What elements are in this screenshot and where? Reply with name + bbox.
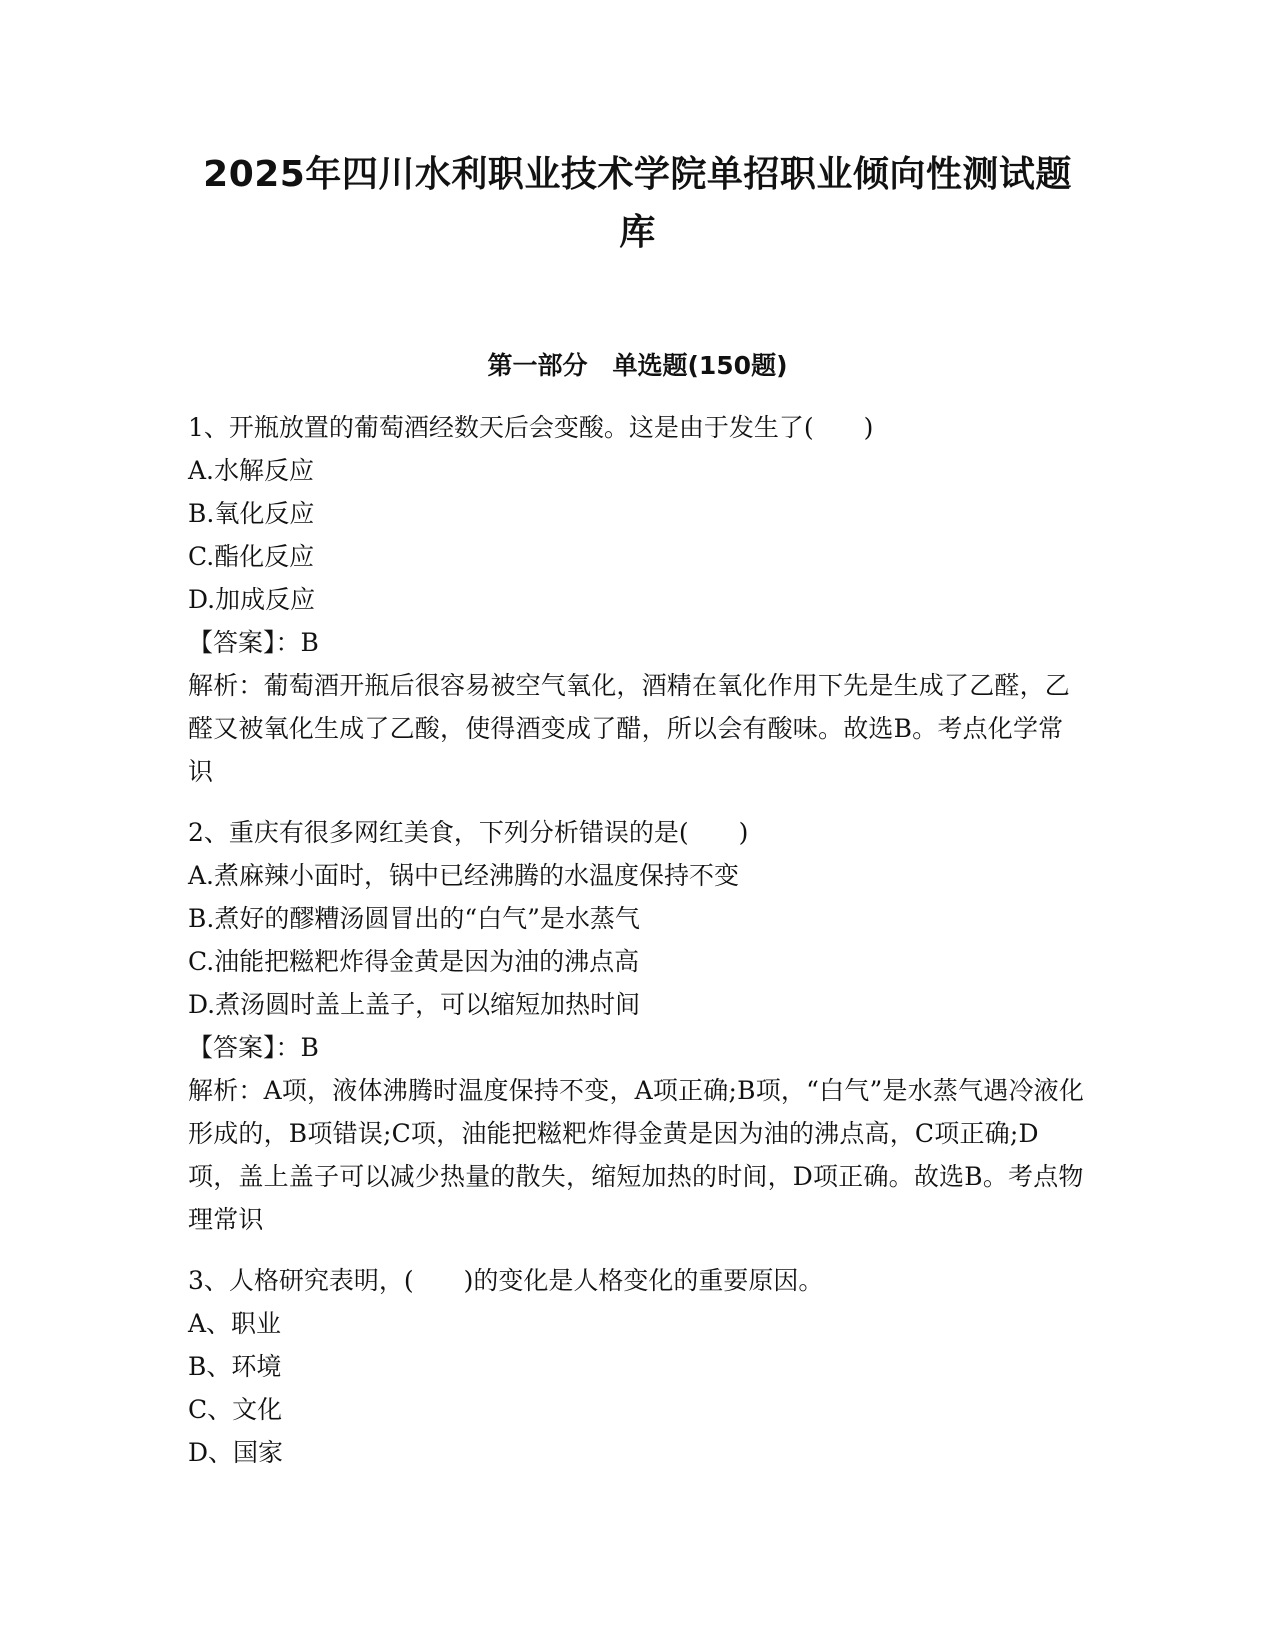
option-b: B.煮好的醪糟汤圆冒出的“白气”是水蒸气 — [188, 904, 640, 933]
option-c: C、文化 — [188, 1395, 283, 1424]
answer-label: 【答案】：B — [188, 1033, 319, 1062]
option-a: A.水解反应 — [188, 456, 315, 485]
option-a: A、职业 — [188, 1309, 282, 1338]
option-a: A.煮麻辣小面时，锅中已经沸腾的水温度保持不变 — [188, 861, 740, 890]
question-stem: 3、人格研究表明，( )的变化是人格变化的重要原因。 — [188, 1266, 824, 1295]
question-list — [188, 406, 1088, 1492]
option-c: C.油能把糍粑炸得金黄是因为油的沸点高 — [188, 947, 640, 976]
document-title-line-2: 库 — [619, 212, 656, 253]
question-3 — [188, 1259, 1088, 1474]
section-heading: 第一部分 单选题(150题) — [487, 351, 788, 380]
answer-analysis: 解析：葡萄酒开瓶后很容易被空气氧化，酒精在氧化作用下先是生成了乙醛，乙醛又被氧化生成了乙酸，使得酒变成了醋，所以会有酸味。故选B。考点化学常识 — [188, 671, 1071, 786]
question-stem: 2、重庆有很多网红美食，下列分析错误的是( ) — [188, 818, 749, 847]
option-d: D.加成反应 — [188, 585, 316, 614]
answer-analysis: 解析：A项，液体沸腾时温度保持不变，A项正确;B项，“白气”是水蒸气遇冷液化形成的，B项错误;C项，油能把糍粑炸得金黄是因为油的沸点高，C项正确;D项，盖上盖子可以减少热量的散失，缩短加热的时间，D项正确。故选B。考点物理常识 — [188, 1076, 1085, 1234]
option-d: D.煮汤圆时盖上盖子，可以缩短加热时间 — [188, 990, 641, 1019]
option-d: D、国家 — [188, 1438, 284, 1467]
option-c: C.酯化反应 — [188, 542, 315, 571]
question-1 — [188, 406, 1088, 793]
question-stem: 1、开瓶放置的葡萄酒经数天后会变酸。这是由于发生了( ) — [188, 413, 874, 442]
option-b: B.氧化反应 — [188, 499, 315, 528]
document-title — [150, 146, 1125, 262]
answer-label: 【答案】：B — [188, 628, 319, 657]
question-2 — [188, 811, 1088, 1241]
document-title-line-1: 2025年四川水利职业技术学院单招职业倾向性测试题 — [203, 154, 1072, 195]
option-b: B、环境 — [188, 1352, 282, 1381]
